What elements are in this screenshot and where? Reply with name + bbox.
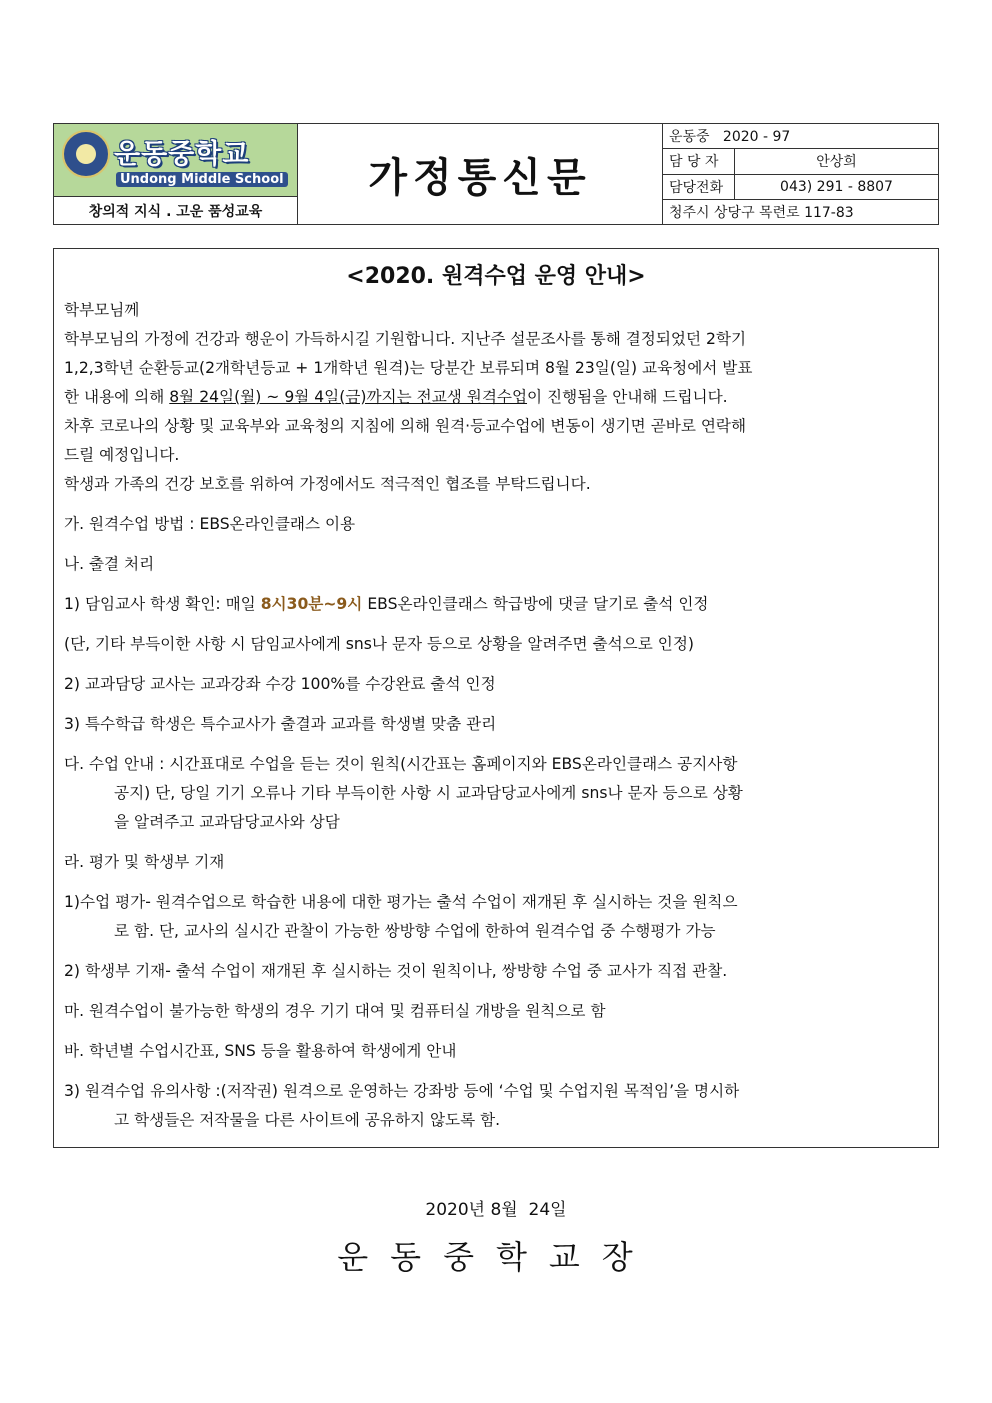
record-item: 2) 학생부 기재- 출석 수업이 재개된 후 실시하는 것이 원칙이나, 쌍방향 수업 중 교사가 직접 관찰. (64, 962, 728, 980)
logo-cell (54, 124, 298, 224)
manager-label: 담 당 자 (663, 149, 735, 173)
paragraph-2-line-2: 드릴 예정입니다. (64, 446, 180, 464)
p1-l3-a: 한 내용에 의해 (64, 388, 170, 406)
manager-row (663, 149, 938, 174)
section-da-line-3: 을 알려주고 교과담당교사와 상담 (114, 813, 340, 831)
logo-school-name: 운동중학교 (114, 139, 250, 170)
doc-number-text: 운동중 2020 - 97 (669, 129, 791, 146)
section-ga: 가. 원격수업 방법 : EBS온라인클래스 이용 (64, 515, 356, 533)
address-row (663, 200, 938, 224)
notice-title: <2020. 원격수업 운영 안내> (346, 264, 646, 289)
n1-a: 1) 담임교사 학생 확인: 매일 (64, 595, 261, 613)
phone-label: 담당전화 (663, 175, 735, 199)
section-da-line-1: 다. 수업 안내 : 시간표대로 수업을 듣는 것이 원칙(시간표는 홈페이지와 EBS온라인클래스 공지사항 (64, 755, 738, 773)
school-motto: 창의적 지식 . 고운 품성교육 (88, 203, 263, 220)
attendance-item-3: 3) 특수학급 학생은 특수교사가 출결과 교과를 학생별 맞춤 관리 (64, 715, 497, 733)
evaluation-line-2: 로 함. 단, 교사의 실시간 관찰이 가능한 쌍방향 수업에 한하여 원격수업 중 수행평가 가능 (114, 922, 716, 940)
p1-l3-b: 이 진행됨을 안내해 드립니다. (527, 388, 728, 406)
evaluation-line-1: 1)수업 평가- 원격수업으로 학습한 내용에 대한 평가는 출석 수업이 재개된 후 실시하는 것을 원칙으 (64, 893, 738, 911)
logo-school-english: Undong Middle School (116, 172, 288, 187)
school-logo (54, 124, 297, 197)
greeting: 학부모님께 (64, 301, 140, 319)
section-ba: 바. 학년별 수업시간표, SNS 등을 활용하여 학생에게 안내 (64, 1042, 457, 1060)
letter-header (53, 123, 939, 225)
notice-body (53, 248, 939, 1148)
caution-line-1: 3) 원격수업 유의사항 :(저작권) 원격으로 운영하는 강좌방 등에 ‘수업 및 수업지원 목적임’을 명시하 (64, 1082, 740, 1100)
info-table (663, 124, 938, 224)
paragraph-1-line-2: 1,2,3학년 순환등교(2개학년등교 + 1개학년 원격)는 당분간 보류되며 8월 23일(일) 교육청에서 발표 (64, 359, 753, 377)
document-title: 가정통신문 (298, 124, 663, 224)
paragraph-2-line-1: 차후 코로나의 상황 및 교육부와 교육청의 지침에 의해 원격·등교수업에 변동이 생기면 곧바로 연락해 (64, 417, 747, 435)
section-ma: 마. 원격수업이 불가능한 학생의 경우 기기 대여 및 컴퓨터실 개방을 원칙으로 함 (64, 1002, 606, 1020)
attendance-time: 8시30분~9시 (260, 595, 363, 613)
section-ra: 라. 평가 및 학생부 기재 (64, 853, 225, 871)
phone-value: 043) 291 - 8807 (780, 178, 893, 195)
paragraph-3: 학생과 가족의 건강 보호를 위하여 가정에서도 적극적인 협조를 부탁드립니다. (64, 475, 591, 493)
paragraph-1-line-3 (64, 383, 928, 412)
phone-row (663, 175, 938, 200)
address-text: 청주시 상당구 목련로 117-83 (669, 204, 854, 221)
attendance-item-2: 2) 교과담당 교사는 교과강좌 수강 100%를 수강완료 출석 인정 (64, 675, 496, 693)
issue-date: 2020년 8월 24일 (425, 1200, 567, 1220)
attendance-item-1 (64, 590, 928, 619)
paragraph-1-line-1: 학부모님의 가정에 건강과 행운이 가득하시길 기원합니다. 지난주 설문조사를 통해 결정되었던 2학기 (64, 330, 747, 348)
remote-period-underlined: 8월 24일(월) ~ 9월 4일(금)까지는 전교생 원격수업 (169, 388, 528, 406)
doc-number (663, 124, 938, 149)
manager-value: 안상희 (816, 154, 857, 171)
section-na: 나. 출결 처리 (64, 555, 155, 573)
section-da-line-2: 공지) 단, 당일 기기 오류나 기타 부득이한 사항 시 교과담당교사에게 sns나 문자 등으로 상황 (114, 784, 743, 802)
caution-line-2: 고 학생들은 저작물을 다른 사이트에 공유하지 않도록 함. (114, 1111, 501, 1129)
principal-signature: 운동중학교장 (337, 1238, 655, 1276)
attendance-note: (단, 기타 부득이한 사항 시 담임교사에게 sns나 문자 등으로 상황을 알려주면 출석으로 인정) (64, 635, 694, 653)
n1-b: EBS온라인클래스 학급방에 댓글 달기로 출석 인정 (362, 595, 709, 613)
school-emblem-icon (62, 130, 110, 178)
